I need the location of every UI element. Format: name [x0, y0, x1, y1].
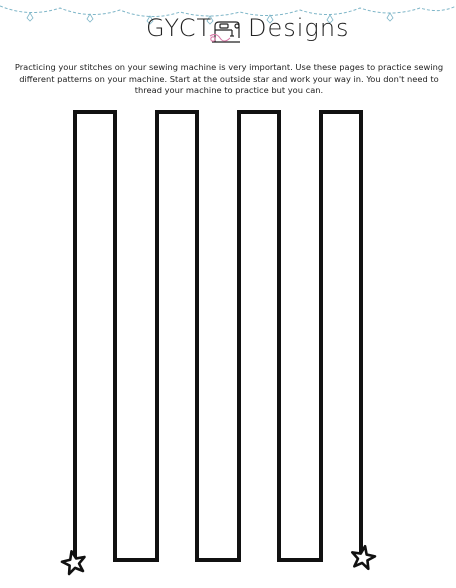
logo-text-right: Designs: [248, 14, 350, 42]
instructions-text: Practicing your stitches on your sewing machine is very important. Use these pages to practice sewing different patterns on your machine. Start at the outside star and work your way in. You don't need to thread your machine to practice but you can.: [14, 62, 444, 96]
zigzag-stitch-line: [75, 112, 361, 562]
end-star-icon: [350, 544, 376, 569]
start-star-icon: [60, 549, 87, 575]
logo-text-left: GYCT: [146, 14, 213, 42]
